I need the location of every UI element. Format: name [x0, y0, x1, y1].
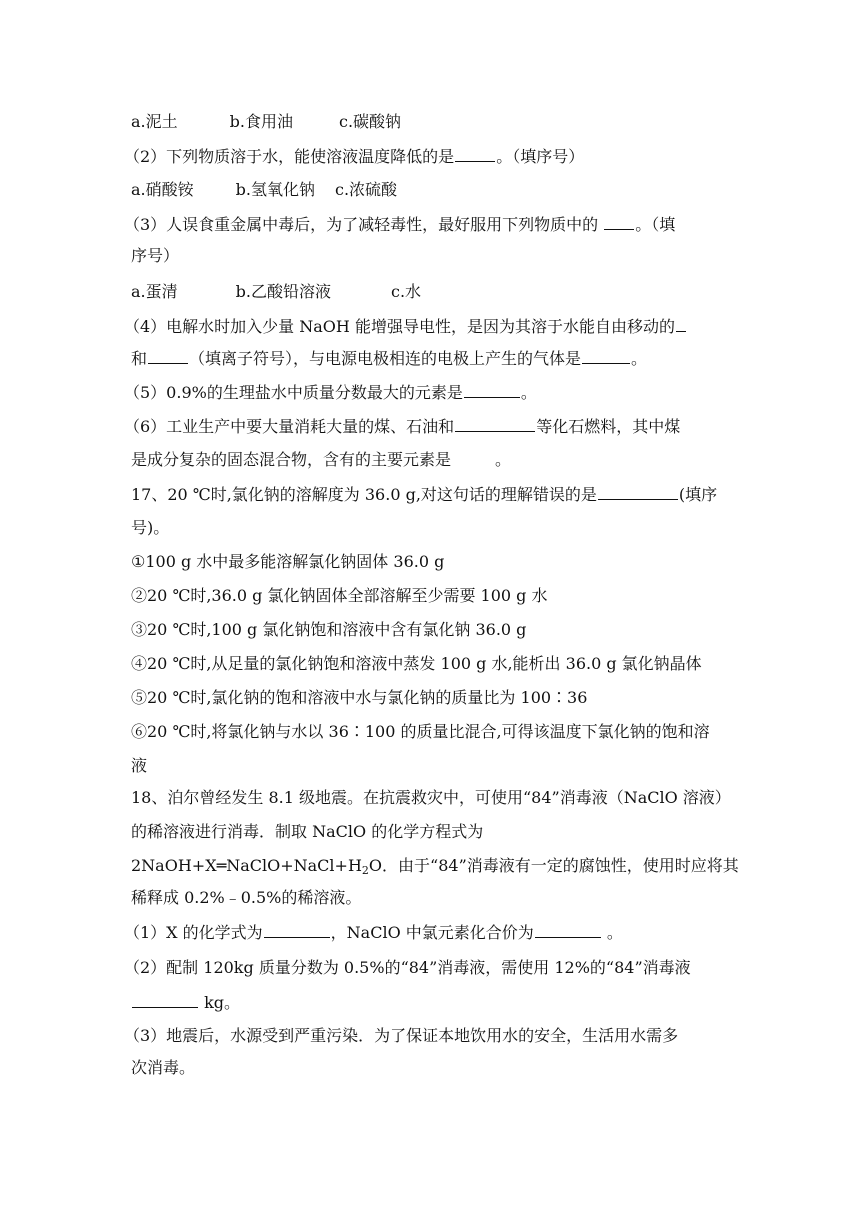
answer-blank: [464, 382, 520, 398]
q16-part-6: （6）工业生产中要大量消耗大量的煤、石油和 等化石燃料，其中煤: [124, 417, 681, 436]
option-b: b.食用油: [229, 112, 293, 131]
q16-options-3: [131, 282, 421, 302]
q16-part-6-cont: 是成分复杂的固态混合物，含有的主要元素是 。: [131, 450, 512, 469]
q17-stem-cont: 号)。: [131, 518, 170, 537]
q16-part-3: （3）人误食重金属中毒后，为了减轻毒性，最好服用下列物质中的 。（填: [124, 215, 676, 234]
option-b: b.氢氧化钠: [235, 180, 315, 199]
q16-part-5: （5）0.9%的生理盐水中质量分数最大的元素是 。: [124, 383, 537, 402]
answer-blank: [535, 922, 601, 938]
answer-blank: [598, 484, 678, 500]
answer-blank: [455, 416, 535, 432]
option-a: a.硝酸铵: [131, 180, 194, 199]
option-c: c.水: [390, 282, 422, 301]
answer-blank: [264, 922, 330, 938]
answer-blank: [455, 146, 495, 162]
q17-item-6: ⑥20 ℃时,将氯化钠与水以 36∶100 的质量比混合,可得该温度下氯化钠的饱和溶: [131, 722, 710, 741]
q18-stem-2: 的稀溶液进行消毒．制取 NaClO 的化学方程式为: [131, 822, 484, 841]
option-b: b.乙酸铅溶液: [235, 282, 331, 301]
q18-stem-4: 稀释成 0.2%﹣0.5%的稀溶液。: [131, 888, 362, 907]
q17-item-1: ①100 g 水中最多能溶解氯化钠固体 36.0 g: [131, 552, 445, 571]
answer-blank: [148, 348, 188, 364]
q18-part-3-cont: 次消毒。: [131, 1058, 196, 1077]
q16-part-4-cont: 和 （填离子符号），与电源电极相连的电极上产生的气体是 。: [131, 349, 648, 368]
q16-options-1: [131, 112, 401, 132]
q17-item-4: ④20 ℃时,从足量的氯化钠饱和溶液中蒸发 100 g 水,能析出 36.0 g 氯化钠晶体: [131, 654, 702, 673]
q18-stem-1: 18、泊尔曾经发生 8.1 级地震。在抗震救灾中，可使用“84”消毒液（NaClO 溶液）: [131, 788, 731, 807]
q17-item-6-cont: 液: [131, 756, 148, 775]
q16-part-4: （4）电解水时加入少量 NaOH 能增强导电性，是因为其溶于水能自由移动的: [124, 316, 687, 337]
q18-equation: $2NaOH+X═NaClO+NaCl+H_2O$．由于“84”消毒液有一定的腐蚀性，使用时应将其: [131, 856, 739, 877]
option-a: a.蛋清: [131, 282, 178, 301]
q16-part-2: （2）下列物质溶于水，能使溶液温度降低的是 。（填序号）: [124, 147, 585, 166]
option-c: c.碳酸钠: [338, 112, 402, 131]
answer-blank: [676, 316, 686, 332]
q18-part-1: （1）X 的化学式为 ，NaClO 中氯元素化合价为 。: [124, 923, 623, 942]
q18-part-3: （3）地震后，水源受到严重污染．为了保证本地饮用水的安全，生活用水需多: [124, 1026, 679, 1045]
q18-part-2: （2）配制 120kg 质量分数为 0.5%的“84”消毒液，需使用 12%的“84”消毒液: [124, 958, 691, 977]
q17-item-3: ③20 ℃时,100 g 氯化钠饱和溶液中含有氯化钠 36.0 g: [131, 620, 527, 639]
answer-blank: [132, 992, 198, 1008]
q17-item-2: ②20 ℃时,36.0 g 氯化钠固体全部溶解至少需要 100 g 水: [131, 586, 548, 605]
option-a: a.泥土: [131, 112, 178, 131]
q16-part-3-cont: 序号）: [131, 246, 180, 265]
q16-options-2: [131, 180, 397, 200]
answer-blank: [604, 214, 634, 230]
q18-part-2-cont: kg。: [131, 992, 240, 1013]
answer-blank: [582, 348, 630, 364]
q17-stem: 17、20 ℃时,氯化钠的溶解度为 36.0 g,对这句话的理解错误的是 (填序: [131, 485, 718, 504]
option-c: c.浓硫酸: [334, 180, 398, 199]
q17-item-5: ⑤20 ℃时,氯化钠的饱和溶液中水与氯化钠的质量比为 100∶36: [131, 688, 588, 707]
